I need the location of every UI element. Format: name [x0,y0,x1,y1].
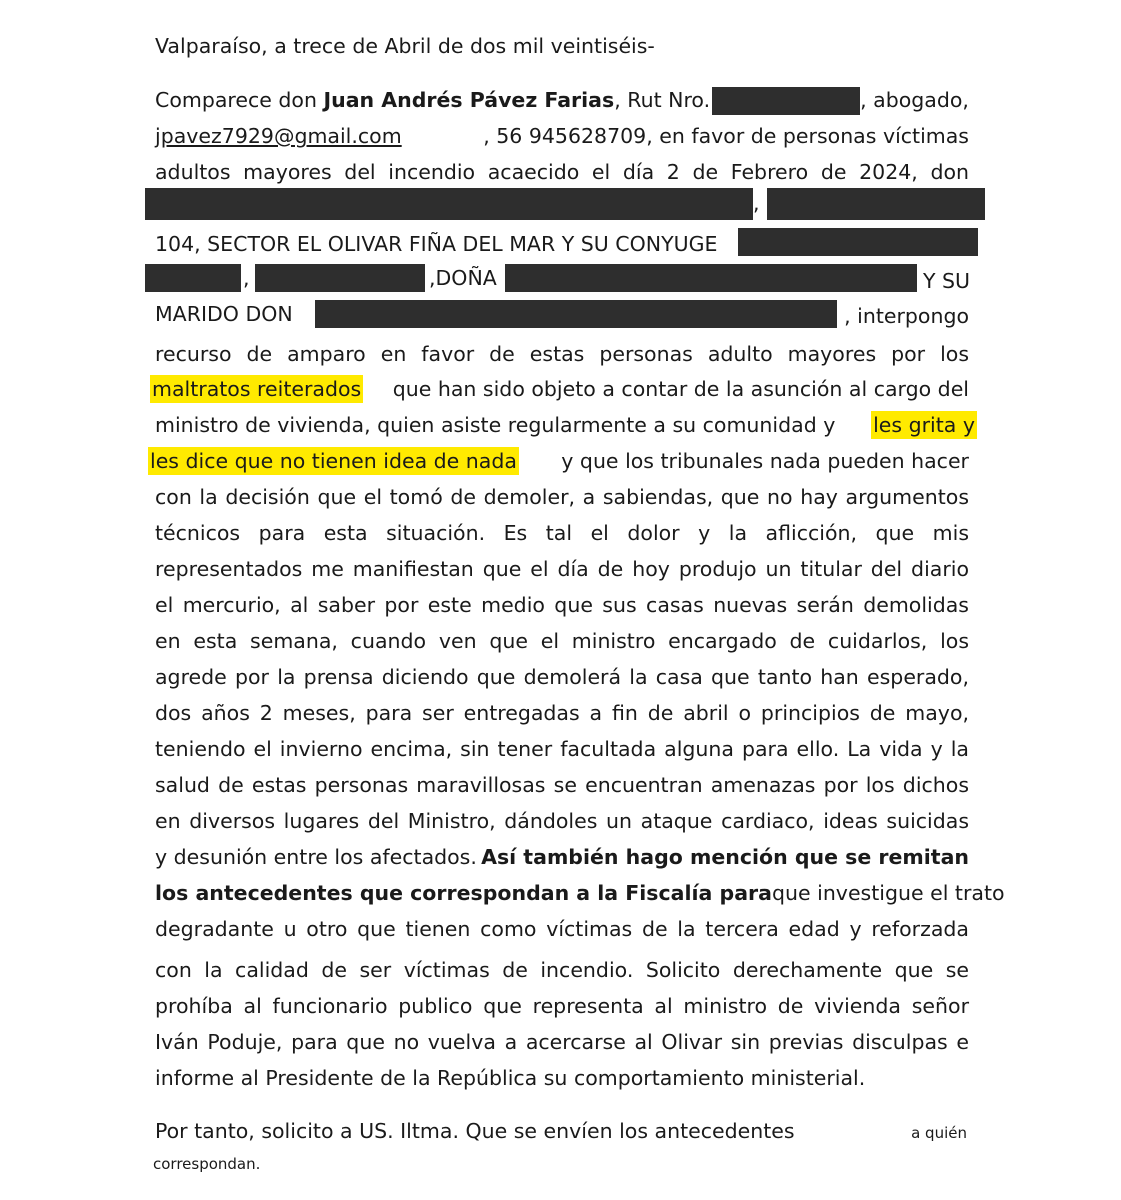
body-line-11: dos años 2 meses, para ser entregadas a fin de abril o principios de mayo, [155,701,969,725]
redacted-block [505,264,917,292]
redacted-rut [712,87,860,115]
body-line-6: técnicos para esta situación. Es tal el dolor y la aflicción, que mis [155,521,969,545]
highlight-grita: les grita y [873,413,975,437]
redacted-block [767,188,985,220]
body-line-17: degradante u otro que tienen como víctimas de la tercera edad y reforzada [155,917,969,941]
body-line-7: representados me manifiestan que el día de hoy produjo un titular del diario [155,557,969,581]
intro-line-3: adultos mayores del incendio acaecido el día 2 de Febrero de 2024, don [155,160,969,184]
body-line-16: los antecedentes que correspondan a la Fiscalía para que investigue el trato [155,881,1005,905]
body-line-9: en esta semana, cuando ven que el ministro encargado de cuidarlos, los [155,629,969,653]
body-line-8: el mercurio, al saber por este medio que sus casas nuevas serán demolidas [155,593,969,617]
date-line: Valparaíso, a trece de Abril de dos mil veintiséis- [155,34,655,58]
body-line-13: salud de estas personas maravillosas se encuentran amenazas por los dichos [155,773,969,797]
body-line-10: agrede por la prensa diciendo que demolerá la casa que tanto han esperado, [155,665,969,689]
body-line-3: ministro de vivienda, quien asiste regularmente a su comunidad y les grita y [155,413,975,437]
email-link[interactable]: jpavez7929@gmail.com [155,124,402,148]
lawyer-name: Juan Andrés Pávez Farias [323,88,615,112]
body-line-4: les dice que no tienen idea de nada y que los tribunales nada pueden hacer [150,449,969,473]
body-line-15: y desunión entre los afectados. Así también hago mención que se remitan [155,845,969,869]
closing-line-2: correspondan. [153,1155,261,1173]
redacted-row-1: , [145,188,760,220]
body-line-14: en diversos lugares del Ministro, dándoles un ataque cardiaco, ideas suicidas [155,809,969,833]
intro-line-1: Comparece don Juan Andrés Pávez Farias, Rut Nro. , abogado, [155,86,969,115]
highlight-no-idea: les dice que no tienen idea de nada [150,449,517,473]
body-line-21: informe al Presidente de la República su comportamiento ministerial. [155,1066,866,1090]
body-line-12: teniendo el invierno encima, sin tener facultada alguna para ello. La vida y la [155,737,969,761]
body-line-20: Iván Poduje, para que no vuelva a acercarse al Olivar sin previas disculpas e [155,1030,969,1054]
redacted-block [145,264,241,292]
redacted-husband [315,300,837,328]
address-line: 104, SECTOR EL OLIVAR FIÑA DEL MAR Y SU CONYUGE [155,230,717,258]
highlight-maltratos: maltratos reiterados [152,377,362,401]
body-line-19: prohíba al funcionario publico que representa al ministro de vivienda señor [155,994,969,1018]
closing-line-1: Por tanto, solicito a US. Iltma. Que se envíen los antecedentes a quién [155,1119,967,1143]
body-line-5: con la decisión que el tomó de demoler, a sabiendas, que no hay argumentos [155,485,969,509]
body-line-1: recurso de amparo en favor de estas personas adulto mayores por los [155,342,969,366]
intro-line-2: jpavez7929@gmail.com , 56 945628709, en favor de personas víctimas [155,124,969,148]
redacted-block [255,264,425,292]
body-line-18: con la calidad de ser víctimas de incendio. Solicito derechamente que se [155,958,969,982]
redacted-block [145,188,753,220]
body-line-2: maltratos reiterados que han sido objeto a contar de la asunción al cargo del [152,377,969,401]
redacted-spouse [738,228,978,256]
